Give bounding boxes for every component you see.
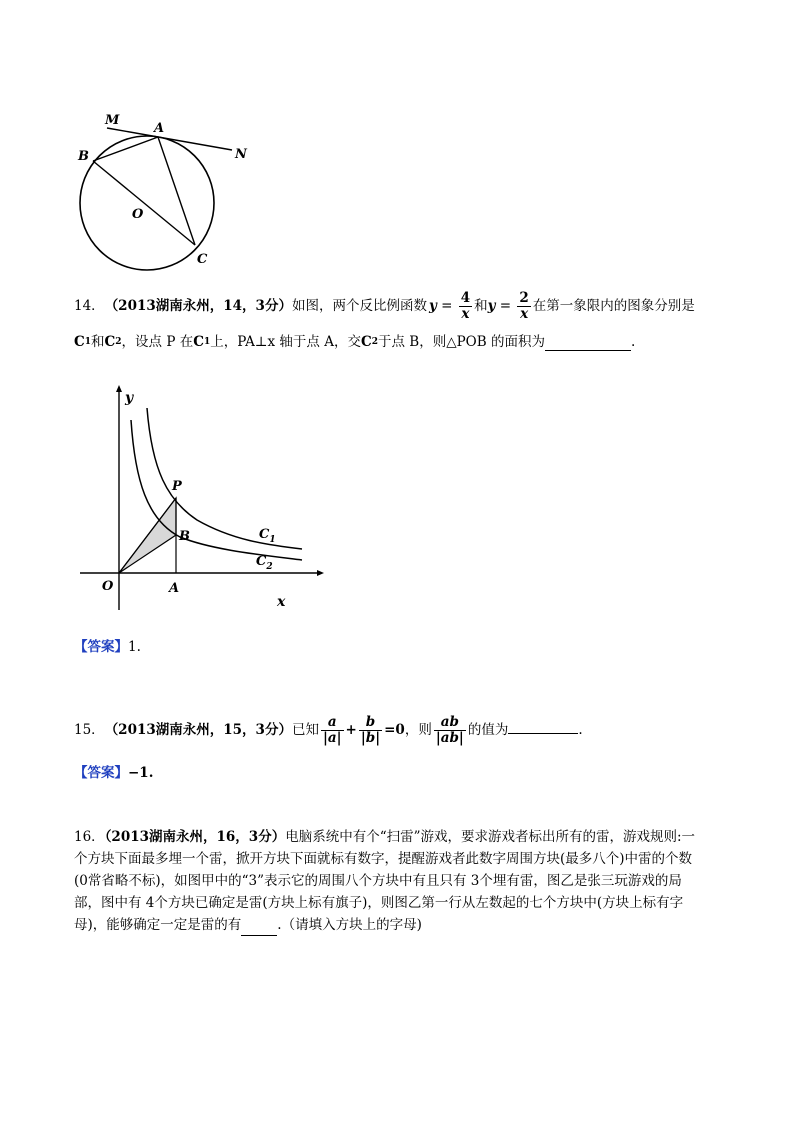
label-C1: $C_1$	[259, 527, 276, 545]
formula-var: y	[487, 298, 496, 314]
question-text: 母)，能够确定一定是雷的有	[74, 917, 242, 933]
question-text: ，则	[404, 722, 432, 738]
circle-figure	[70, 108, 260, 278]
curve-label: C	[74, 334, 85, 350]
question-text: .（请填入方块上的字母)	[277, 917, 422, 933]
fraction-ab-over-abs-ab: $\frac{ab}{|ab|}$	[435, 713, 464, 746]
question-number: 16．	[74, 829, 105, 845]
question-15: 15． （2013湖南永州，15，3分） 已知 $\frac{a}{|a|}$ + $\frac{b}{|b|}$ =0 ，则 $\frac{ab}{|ab|}$ 的值为 .	[74, 713, 583, 746]
question-text: 个方块下面最多埋一个雷，掀开方块下面就标有数字，提醒游戏者此数字周围方块(最多八个)中雷的个数	[74, 851, 693, 867]
fraction-2-over-x: $\frac{2}{x}$	[519, 289, 529, 322]
question-source: （2013湖南永州，14，3分）	[104, 298, 292, 314]
answer-tag: 【答案】	[74, 639, 128, 655]
answer-blank[interactable]	[545, 334, 631, 351]
label-B: B	[179, 529, 190, 544]
label-O: O	[102, 579, 114, 594]
label-C: C	[197, 252, 208, 267]
question-text: 于点 B，则△POB 的面积为	[377, 334, 545, 350]
answer-blank[interactable]	[241, 919, 277, 936]
fraction-b-over-abs-b: $\frac{b}{|b|}$	[360, 713, 381, 746]
x-axis-arrow	[317, 570, 324, 576]
question-number: 14．	[74, 298, 105, 314]
answer-15	[74, 762, 153, 784]
curve-label: C	[360, 334, 372, 350]
answer-14	[74, 636, 141, 658]
question-text: (0常省略不标)，如图甲中的“3”表示它的周围八个方块中有且只有 3个埋有雷，图乙是张三玩游戏的局	[74, 873, 682, 889]
question-number: 15．	[74, 722, 105, 738]
label-P: P	[172, 479, 182, 494]
answer-value: −1.	[128, 765, 154, 781]
inverse-function-graph	[72, 380, 332, 620]
chord-AB	[93, 137, 158, 161]
curve-label: C	[193, 334, 204, 350]
question-text: 电脑系统中有个“扫雷”游戏，要求游戏者标出所有的雷，游戏规则:一	[285, 829, 696, 845]
label-A: A	[169, 581, 180, 596]
label-y: y	[125, 390, 134, 406]
label-N: N	[235, 147, 247, 162]
fraction-4-over-x: $\frac{4}{x}$	[460, 289, 471, 322]
question-text: 上，PA⊥x 轴于点 A，交	[210, 334, 361, 350]
curve-label: C	[104, 334, 116, 350]
label-x: x	[277, 594, 286, 610]
question-text: 在第一象限内的图象分别是	[532, 298, 695, 314]
answer-tag: 【答案】	[74, 765, 128, 781]
fraction-a-over-abs-a: $\frac{a}{|a|}$	[322, 713, 342, 746]
chord-AC	[158, 137, 195, 245]
question-text: ，设点 P 在	[121, 334, 194, 350]
question-text: 如图，两个反比例函数	[291, 298, 427, 314]
label-C2: $C_2$	[256, 554, 273, 572]
question-text: 和	[474, 298, 488, 314]
answer-blank[interactable]	[508, 717, 578, 734]
diameter-BC	[93, 161, 195, 245]
label-O: O	[132, 207, 144, 222]
formula-var: y	[428, 298, 437, 314]
circle-O	[80, 136, 214, 270]
question-source: （2013湖南永州，16，3分）	[104, 829, 286, 845]
y-axis-arrow	[116, 385, 122, 392]
label-A: A	[154, 121, 165, 136]
question-text: 的值为	[467, 722, 509, 738]
answer-value: 1.	[128, 639, 141, 655]
question-14: 14． （2013湖南永州，14，3分） 如图，两个反比例函数 y = $\frac{4}{x}$ 和 y = $\frac{2}{x}$ 在第一象限内的图象分别是 C 1 和 C 2 ，设点 P 在 C 1 上，PA⊥x 轴于点 A，交 C 2 于点 B，则△POB 的面积为 .	[74, 288, 734, 354]
question-source: （2013湖南永州，15，3分）	[104, 722, 292, 738]
question-text: 部，图中有 4个方块已确定是雷(方块上标有旗子)，则图乙第一行从左数起的七个方块中(方块上标有字	[74, 895, 684, 911]
question-text: 已知	[291, 722, 319, 738]
label-M: M	[105, 113, 120, 128]
label-B: B	[78, 149, 89, 164]
question-16	[74, 826, 734, 936]
